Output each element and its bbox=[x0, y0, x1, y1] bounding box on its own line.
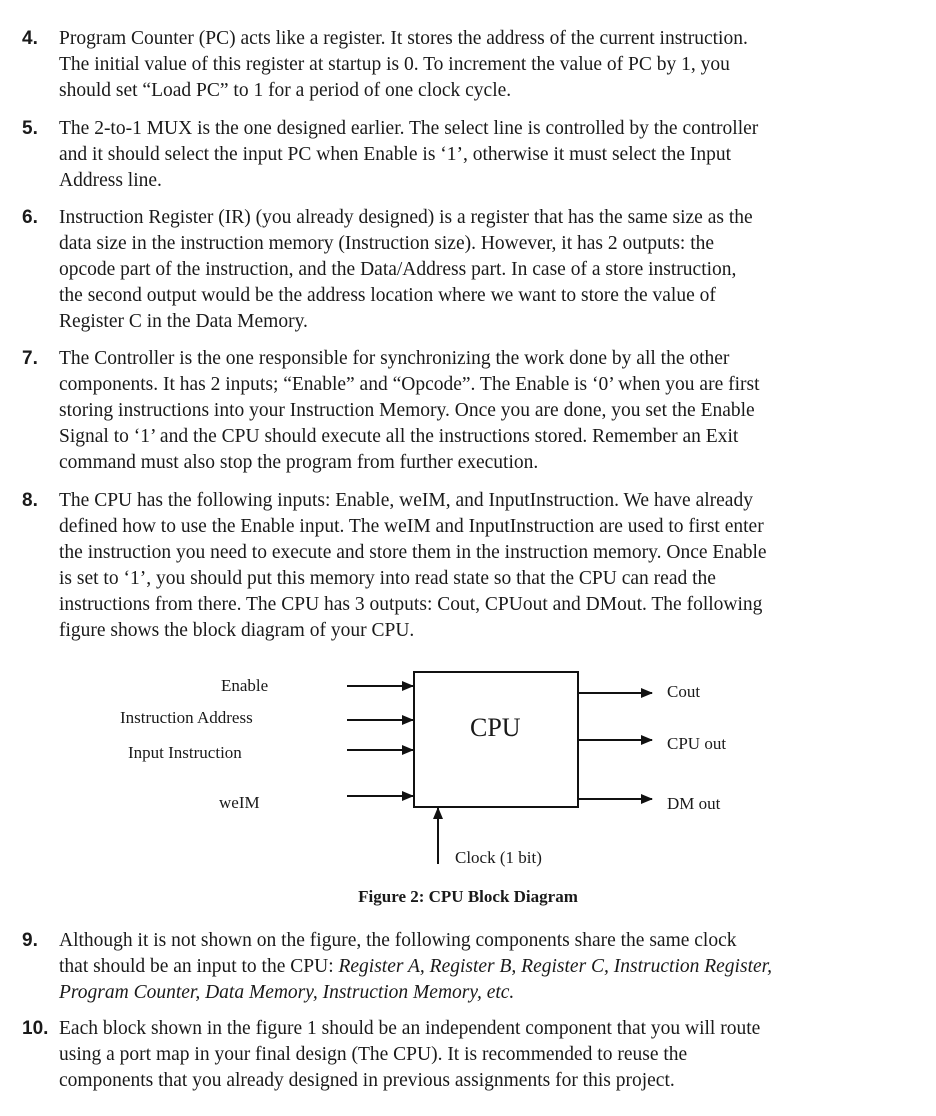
item-number: 8. bbox=[22, 490, 38, 511]
cpu-block-diagram bbox=[0, 660, 936, 920]
text-line: is set to ‘1’, you should put this memory into read state so that the CPU can read the bbox=[59, 568, 716, 589]
input-label-enable: Enable bbox=[221, 676, 269, 695]
text-line: Instruction Register (IR) (you already designed) is a register that has the same size as the bbox=[59, 207, 753, 228]
text-line: Signal to ‘1’ and the CPU should execute all the instructions stored. Remember an Exit bbox=[59, 426, 739, 447]
text-line: and it should select the input PC when Enable is ‘1’, otherwise it must select the Input bbox=[59, 144, 732, 165]
text-line: defined how to use the Enable input. The weIM and InputInstruction are used to first enter bbox=[59, 516, 764, 537]
input-label-input-instruction: Input Instruction bbox=[128, 743, 242, 762]
item-number: 7. bbox=[22, 348, 38, 369]
list-item-7 bbox=[22, 346, 902, 476]
italic-text: Register A, Register B, Register C, Instruction Register, bbox=[338, 956, 772, 977]
item-number: 9. bbox=[22, 930, 38, 951]
text-line: Each block shown in the figure 1 should be an independent component that you will route bbox=[59, 1018, 761, 1039]
clock-label: Clock (1 bit) bbox=[455, 848, 542, 867]
text-line bbox=[59, 954, 902, 980]
output-label-cout: Cout bbox=[667, 682, 701, 701]
item-number: 6. bbox=[22, 207, 38, 228]
item-number: 5. bbox=[22, 118, 38, 139]
input-label-weim: weIM bbox=[219, 793, 260, 812]
diagram-lines bbox=[0, 660, 936, 920]
text-line: the second output would be the address location where we want to store the value of bbox=[59, 285, 716, 306]
figure-caption: Figure 2: CPU Block Diagram bbox=[358, 887, 578, 906]
text-line: opcode part of the instruction, and the Data/Address part. In case of a store instruction, bbox=[59, 259, 737, 280]
item-number: 10. bbox=[22, 1018, 49, 1039]
input-label-instruction-address: Instruction Address bbox=[120, 708, 253, 727]
text-line: The Controller is the one responsible for synchronizing the work done by all the other bbox=[59, 348, 730, 369]
text-line: command must also stop the program from further execution. bbox=[59, 452, 539, 473]
text-line: components. It has 2 inputs; “Enable” and “Opcode”. The Enable is ‘0’ when you are first bbox=[59, 374, 760, 395]
text-line: Register C in the Data Memory. bbox=[59, 311, 308, 332]
list-item-9 bbox=[22, 928, 902, 1006]
text-line: instructions from there. The CPU has 3 outputs: Cout, CPUout and DMout. The following bbox=[59, 594, 763, 615]
text-line: The CPU has the following inputs: Enable, weIM, and InputInstruction. We have already bbox=[59, 490, 753, 511]
text-line: the instruction you need to execute and store them in the instruction memory. Once Enable bbox=[59, 542, 767, 563]
text-line: Address line. bbox=[59, 170, 162, 191]
text-line: The 2-to-1 MUX is the one designed earlier. The select line is controlled by the controller bbox=[59, 118, 759, 139]
text-line bbox=[59, 980, 902, 1006]
text-line: The initial value of this register at startup is 0. To increment the value of PC by 1, you bbox=[59, 54, 730, 75]
list-item-10 bbox=[22, 1016, 902, 1094]
item-number: 4. bbox=[22, 28, 38, 49]
italic-text: Program Counter, Data Memory, Instruction Memory, etc. bbox=[59, 982, 515, 1003]
text-line: data size in the instruction memory (Instruction size). However, it has 2 outputs: the bbox=[59, 233, 715, 254]
text-span: that should be an input to the CPU: bbox=[59, 956, 339, 977]
list-item-8 bbox=[22, 488, 902, 644]
text-line: components that you already designed in previous assignments for this project. bbox=[59, 1070, 675, 1091]
cpu-label: CPU bbox=[470, 713, 521, 742]
text-line: storing instructions into your Instruction Memory. Once you are done, you set the Enable bbox=[59, 400, 755, 421]
list-item-5 bbox=[22, 116, 902, 194]
list-item-4 bbox=[22, 26, 902, 104]
text-line: figure shows the block diagram of your CPU. bbox=[59, 620, 415, 641]
output-label-cpu-out: CPU out bbox=[667, 734, 727, 753]
text-line: using a port map in your final design (The CPU). It is recommended to reuse the bbox=[59, 1044, 688, 1065]
text-line: Program Counter (PC) acts like a register. It stores the address of the current instruction. bbox=[59, 28, 748, 49]
text-line: Although it is not shown on the figure, the following components share the same clock bbox=[59, 930, 737, 951]
text-line: should set “Load PC” to 1 for a period of one clock cycle. bbox=[59, 80, 512, 101]
output-label-dm-out: DM out bbox=[667, 794, 721, 813]
list-item-6 bbox=[22, 205, 902, 335]
